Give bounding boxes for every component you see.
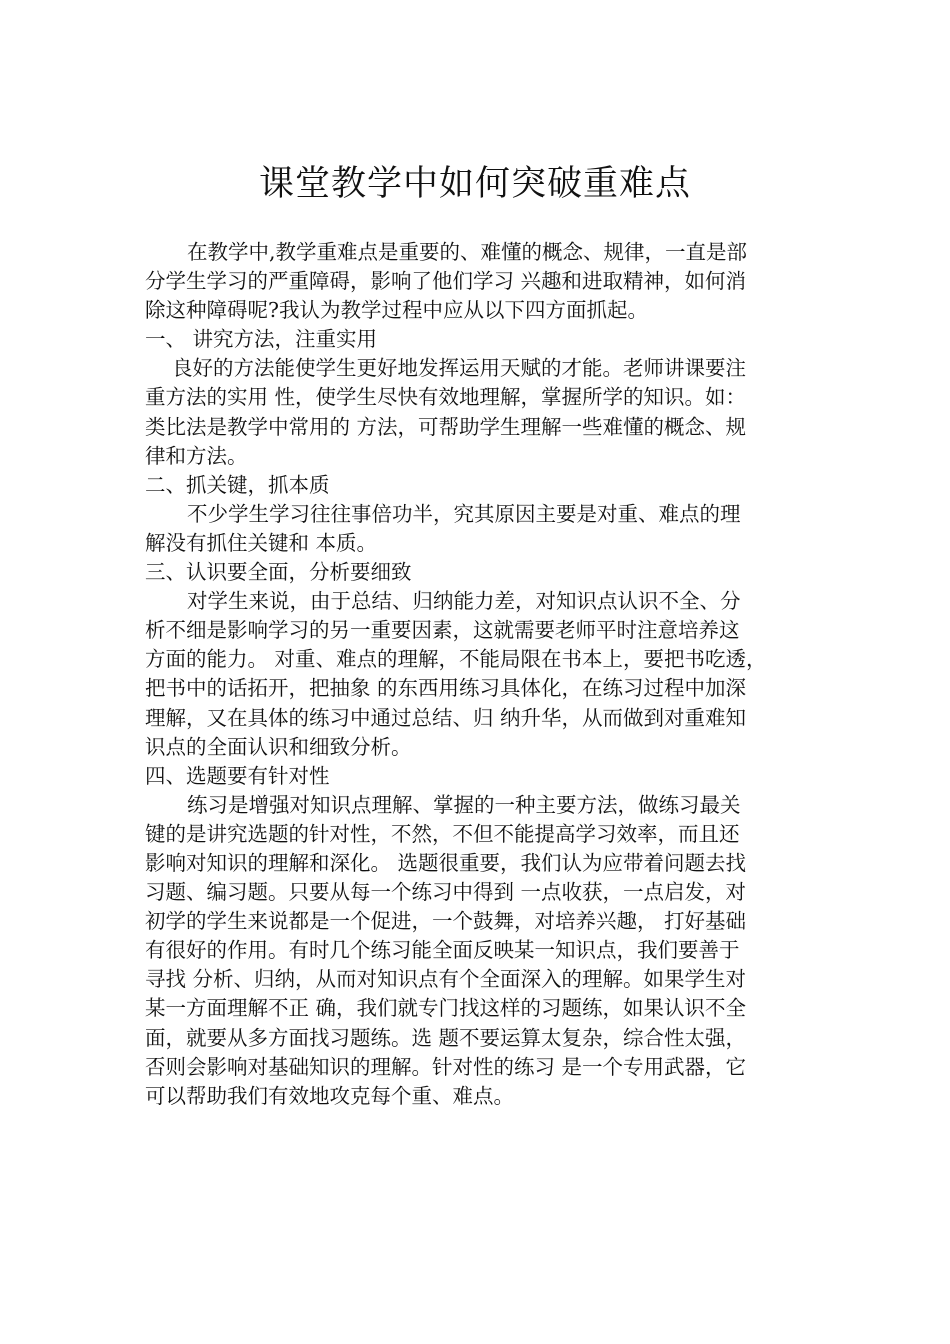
text-line: 良好的方法能使学生更好地发挥运用天赋的才能。老师讲课要注 bbox=[172, 356, 746, 381]
text-line: 否则会影响对基础知识的理解。针对性的练习 是一个专用武器，它 bbox=[145, 1054, 747, 1079]
text-line: 类比法是教学中常用的 方法，可帮助学生理解一些难懂的概念、规 bbox=[145, 414, 747, 439]
text-line: 对学生来说，由于总结、归纳能力差，对知识点认识不全、分 bbox=[187, 589, 741, 614]
document-title: 课堂教学中如何突破重难点 bbox=[258, 164, 691, 204]
text-line: 分学生学习的严重障碍，影响了他们学习 兴趣和进取精神，如何消 bbox=[145, 269, 747, 294]
text-line: 影响对知识的理解和深化。 选题很重要，我们认为应带着问题去找 bbox=[145, 850, 747, 875]
section-heading-2: 二、抓关键，抓本质 bbox=[145, 472, 330, 497]
text-line: 把书中的话拓开，把抽象 的东西用练习具体化，在练习过程中加深 bbox=[145, 676, 747, 701]
text-line: 理解，又在具体的练习中通过总结、归 纳升华，从而做到对重难知 bbox=[145, 705, 747, 730]
text-line: 识点的全面认识和细致分析。 bbox=[145, 734, 412, 759]
text-line: 键的是讲究选题的针对性，不然，不但不能提高学习效率，而且还 bbox=[145, 821, 740, 846]
text-line: 除这种障碍呢?我认为教学过程中应从以下四方面抓起。 bbox=[145, 298, 648, 323]
text-line: 解没有抓住关键和 本质。 bbox=[145, 530, 378, 555]
text-line: 不少学生学习往往事倍功半，究其原因主要是对重、难点的理 bbox=[187, 501, 741, 526]
text-line: 可以帮助我们有效地攻克每个重、难点。 bbox=[145, 1083, 514, 1108]
text-line: 在教学中,教学重难点是重要的、难懂的概念、规律，一直是部 bbox=[187, 240, 748, 264]
text-line: 习题、编习题。只要从每一个练习中得到 一点收获，一点启发，对 bbox=[145, 880, 747, 905]
text-line: 面，就要从多方面找习题练。选 题不要运算太复杂，综合性太强， bbox=[145, 1025, 747, 1050]
document-body bbox=[145, 238, 805, 1111]
text-line: 析不细是影响学习的另一重要因素，这就需要老师平时注意培养这 bbox=[145, 618, 740, 643]
text-line: 练习是增强对知识点理解、掌握的一种主要方法，做练习最关 bbox=[187, 792, 741, 817]
text-line: 律和方法。 bbox=[145, 443, 248, 468]
text-line: 有很好的作用。有时几个练习能全面反映某一知识点，我们要善于 bbox=[145, 938, 740, 963]
section-heading-1: 一、 讲究方法，注重实用 bbox=[145, 327, 378, 352]
text-line: 方面的能力。 对重、难点的理解，不能局限在书本上，要把书吃透， bbox=[145, 647, 767, 672]
text-line: 重方法的实用 性，使学生尽快有效地理解，掌握所学的知识。如： bbox=[145, 385, 747, 410]
text-line: 某一方面理解不正 确，我们就专门找这样的习题练，如果认识不全 bbox=[145, 996, 747, 1021]
section-heading-4: 四、选题要有针对性 bbox=[145, 763, 330, 788]
text-line: 初学的学生来说都是一个促进，一个鼓舞，对培养兴趣， 打好基础 bbox=[145, 909, 747, 934]
text-line: 寻找 分析、归纳，从而对知识点有个全面深入的理解。如果学生对 bbox=[145, 967, 747, 992]
section-heading-3: 三、认识要全面，分析要细致 bbox=[145, 560, 412, 585]
